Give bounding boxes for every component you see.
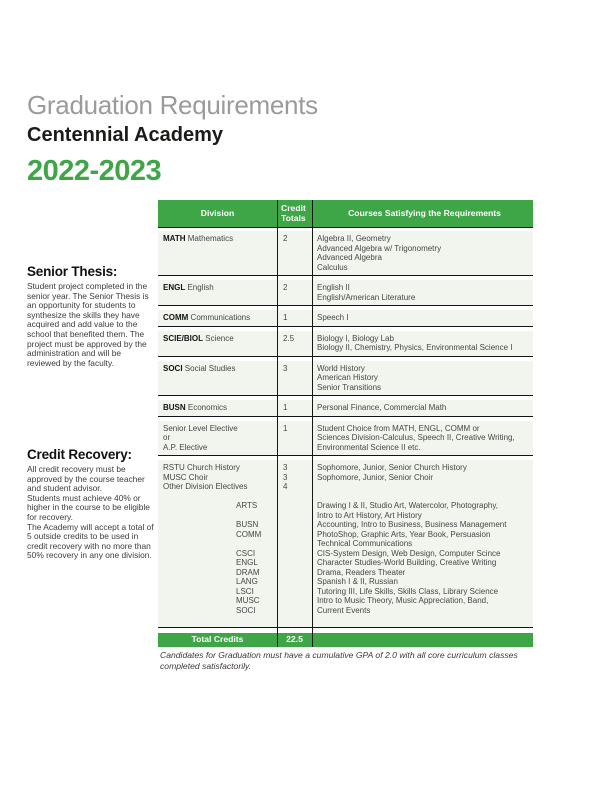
division-line xyxy=(163,539,275,549)
course-line: Senior Transitions xyxy=(317,382,382,392)
course-line: Intro to Music Theory, Music Appreciation, Band, xyxy=(317,596,489,605)
table-row xyxy=(158,310,533,327)
senior-thesis-heading: Senior Thesis: xyxy=(27,264,118,279)
course-line: World History xyxy=(317,363,365,373)
division-line: LSCI xyxy=(236,586,254,596)
division-line: A.P. Elective xyxy=(163,442,208,452)
credit-total-cell: 2 xyxy=(283,234,288,243)
course-line: English/American Literature xyxy=(317,292,416,302)
table-row xyxy=(158,421,533,457)
division-code: MATH xyxy=(163,234,186,243)
division-line: or xyxy=(163,433,171,442)
credit-recovery-paragraph: Students must achieve 40% or higher in the course to be eligible for recovery. xyxy=(27,492,150,522)
course-line: Student Choice from MATH, ENGL, COMM or xyxy=(317,423,480,433)
course-line: Advanced Algebra xyxy=(317,253,382,262)
course-line: Sophomore, Junior, Senior Choir xyxy=(317,472,434,482)
table-row xyxy=(158,280,533,306)
courses-cell xyxy=(312,310,533,326)
division-cell: MATH Mathematics xyxy=(163,234,234,243)
course-line xyxy=(317,482,533,492)
division-line: DRAM xyxy=(236,567,260,577)
course-line: Advanced Algebra w/ Trigonometry xyxy=(317,243,442,253)
division-cell: SCIE/BIOL Science xyxy=(163,333,234,343)
division-cell: COMM Communications xyxy=(163,313,251,322)
school-name: Centennial Academy xyxy=(27,124,223,146)
course-line: Technical Communications xyxy=(317,539,413,548)
courses-cell xyxy=(312,460,533,627)
table-body xyxy=(158,231,533,628)
division-line: COMM xyxy=(236,529,262,539)
division-code: BUSN xyxy=(163,403,186,412)
column-divider-line xyxy=(312,200,313,647)
courses-cell xyxy=(312,400,533,416)
gpa-footnote: Candidates for Graduation must have a cumulative GPA of 2.0 with all core curriculum classes completed satisfactorily. xyxy=(160,650,518,671)
division-cell xyxy=(158,460,277,627)
table-row xyxy=(158,361,533,397)
course-line: Current Events xyxy=(317,605,371,615)
division-line: RSTU Church History xyxy=(163,463,240,472)
credit-total-cell xyxy=(277,460,312,627)
credit-total-line: 3 xyxy=(283,472,288,482)
division-line: CSCI xyxy=(236,548,256,558)
course-line: Accounting, Intro to Business, Business Management xyxy=(317,520,507,529)
division-line: SOCI xyxy=(236,605,256,615)
senior-thesis-section xyxy=(27,264,155,368)
course-line: Personal Finance, Commercial Math xyxy=(317,403,447,412)
credit-total-cell: 1 xyxy=(283,403,288,412)
column-divider-line xyxy=(277,200,278,647)
course-line: Tutoring III, Life Skills, Skills Class, Library Science xyxy=(317,586,499,596)
division-code: ENGL xyxy=(163,283,186,292)
total-credits-label: Total Credits xyxy=(191,634,244,645)
division-code: SCIE/BIOL xyxy=(163,333,204,343)
school-year: 2022-2023 xyxy=(27,155,162,187)
column-header-courses: Courses Satisfying the Requirements xyxy=(348,207,501,218)
division-line: MUSC Choir xyxy=(163,472,208,482)
course-line: Environmental Science II etc. xyxy=(317,442,421,452)
division-cell: ENGL English xyxy=(163,283,214,292)
credit-total-line: 4 xyxy=(283,482,288,491)
course-line: PhotoShop, Graphic Arts, Year Book, Persuasion xyxy=(317,529,491,539)
table-row xyxy=(158,231,533,276)
course-line: Character Studies-World Building, Creative Writing xyxy=(317,558,497,567)
division-line: LANG xyxy=(236,577,258,586)
credit-recovery-paragraph: All credit recovery must be approved by the course teacher and student advisor. xyxy=(27,464,145,494)
division-code: SOCI xyxy=(163,363,183,373)
column-header-credit-totals: Credit Totals xyxy=(281,203,306,223)
credit-total-cell: 1 xyxy=(283,313,288,322)
course-line xyxy=(317,492,533,502)
credit-total-cell: 1 xyxy=(283,423,288,433)
table-row xyxy=(158,331,533,357)
division-line xyxy=(163,511,275,521)
division-code: COMM xyxy=(163,313,189,322)
course-line: Drama, Readers Theater xyxy=(317,567,406,577)
total-credits-row xyxy=(158,633,533,647)
division-cell xyxy=(158,421,277,456)
course-line: Drawing I & II, Studio Art, Watercolor, Photography, xyxy=(317,501,498,510)
courses-cell xyxy=(312,421,533,456)
course-line: Sciences Division-Calculus, Speech II, Creative Writing, xyxy=(317,433,515,442)
courses-cell xyxy=(312,231,533,275)
column-header-division: Division xyxy=(200,207,235,218)
division-line: ARTS xyxy=(236,501,258,510)
course-line: Intro to Art History, Art History xyxy=(317,510,422,520)
course-line: Calculus xyxy=(317,262,348,272)
division-cell: BUSN Economics xyxy=(163,403,228,412)
courses-cell xyxy=(312,361,533,396)
credit-total-cell: 2 xyxy=(283,283,288,292)
table-row-electives xyxy=(158,460,533,628)
credit-total-cell: 2.5 xyxy=(283,333,295,343)
division-line: Other Division Electives xyxy=(163,482,248,491)
course-line: CIS-System Design, Web Design, Computer Scince xyxy=(317,548,501,558)
senior-thesis-body: Student project completed in the senior year. The Senior Thesis is an opportunity for students to synthesize the skills they have acquired and add value to the school that benefited them. The project must be approved by the administration and will be reviewed by the faculty. xyxy=(27,281,149,368)
division-line: Senior Level Elective xyxy=(163,423,238,433)
division-line: BUSN xyxy=(236,520,259,529)
total-credits-value: 22.5 xyxy=(286,634,303,645)
credit-recovery-section xyxy=(27,447,155,561)
division-line: ENGL xyxy=(236,558,258,567)
course-line: Speech I xyxy=(317,313,349,322)
table-header-row xyxy=(158,200,533,228)
credit-recovery-paragraph: The Academy will accept a total of 5 outside credits to be used in credit recovery with no more than 50% recovery in any one division. xyxy=(27,521,154,561)
course-line: English II xyxy=(317,283,350,292)
course-line: Biology I, Biology Lab xyxy=(317,333,394,343)
credit-total-line: 3 xyxy=(283,463,288,472)
requirements-table xyxy=(158,200,533,647)
division-line: MUSC xyxy=(236,596,260,605)
division-cell: SOCI Social Studies xyxy=(163,363,236,373)
table-row xyxy=(158,400,533,417)
credit-recovery-heading: Credit Recovery: xyxy=(27,447,132,462)
courses-cell xyxy=(312,331,533,356)
division-line xyxy=(163,492,275,502)
course-line: American History xyxy=(317,373,378,382)
course-line: Algebra II, Geometry xyxy=(317,234,391,243)
credit-total-cell: 3 xyxy=(283,363,288,373)
course-line: Spanish I & II, Russian xyxy=(317,577,398,586)
course-line: Biology II, Chemistry, Physics, Environmental Science I xyxy=(317,343,513,352)
page-title: Graduation Requirements xyxy=(27,90,318,120)
course-line: Sophomore, Junior, Senior Church History xyxy=(317,463,467,472)
courses-cell xyxy=(312,280,533,305)
